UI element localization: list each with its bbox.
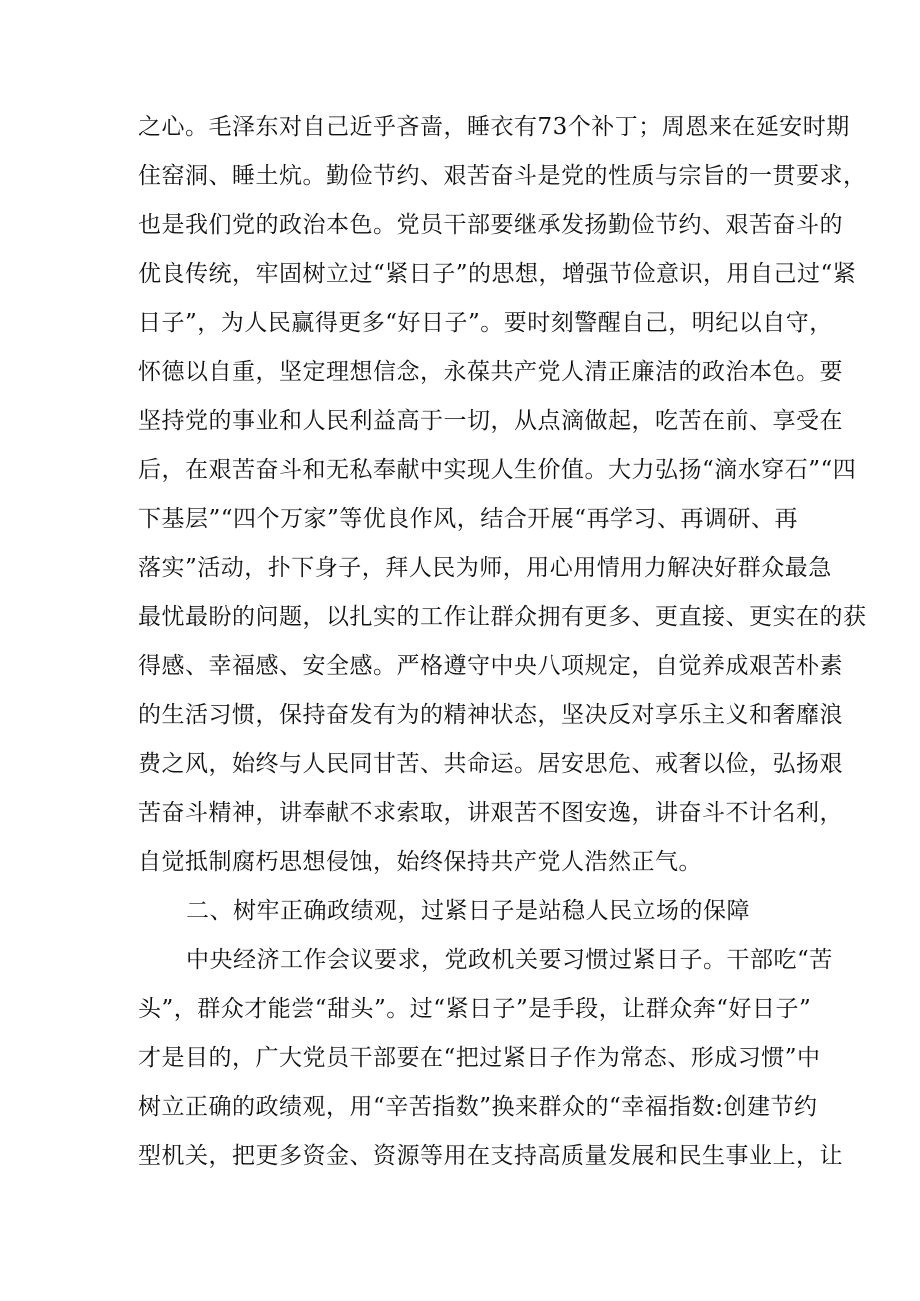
text-line: 落实”活动，扑下身子，拜人民为师，用心用情用力解决好群众最急	[138, 555, 832, 581]
text-line: 费之风，始终与人民同甘苦、共命运。居安思危、戒奢以俭，弘扬艰	[138, 751, 843, 777]
text-line: 后，在艰苦奋斗和无私奉献中实现人生价值。大力弘扬“滴水穿石”“四	[138, 457, 857, 483]
text-line: 日子”，为人民赢得更多“好日子”。要时刻警醒自己，明纪以自守，	[138, 310, 833, 336]
section-heading: 二、树牢正确政绩观，过紧日子是站稳人民立场的保障	[186, 898, 750, 924]
text-line: 坚持党的事业和人民利益高于一切，从点滴做起，吃苦在前、享受在	[138, 408, 843, 434]
text-line: 住窑洞、睡土炕。勤俭节约、艰苦奋斗是党的性质与宗旨的一贯要求，	[138, 163, 867, 189]
text-line: 得感、幸福感、安全感。严格遵守中央八项规定，自觉养成艰苦朴素	[138, 653, 843, 679]
text-line: 头”，群众才能尝“甜头”。过“紧日子”是手段，让群众奔“好日子”	[138, 996, 812, 1022]
text-line: 之心。毛泽东对自己近乎吝啬，睡衣有73个补丁；周恩来在延安时期	[138, 114, 850, 140]
text-line: 才是目的，广大党员干部要在“把过紧日子作为常态、形成习惯”中	[138, 1045, 821, 1071]
text-line: 树立正确的政绩观，用“辛苦指数”换来群众的“幸福指数:创建节约	[138, 1094, 818, 1120]
text-line: 的生活习惯，保持奋发有为的精神状态，坚决反对享乐主义和奢靡浪	[138, 702, 843, 728]
text-line: 中央经济工作会议要求，党政机关要习惯过紧日子。干部吃“苦	[186, 947, 833, 973]
text-line: 自觉抵制腐朽思想侵蚀，始终保持共产党人浩然正气。	[138, 849, 702, 875]
text-line: 也是我们党的政治本色。党员干部要继承发扬勤俭节约、艰苦奋斗的	[138, 212, 843, 238]
text-line: 优良传统，牢固树立过“紧日子”的思想，增强节俭意识，用自己过“紧	[138, 261, 857, 287]
text-line: 最忧最盼的问题，以扎实的工作让群众拥有更多、更直接、更实在的获	[138, 604, 867, 630]
text-line: 怀德以自重，坚定理想信念，永葆共产党人清正廉洁的政治本色。要	[138, 359, 843, 385]
text-line: 下基层”“四个万家”等优良作风，结合开展“再学习、再调研、再	[138, 506, 799, 532]
text-line: 苦奋斗精神，讲奉献不求索取，讲艰苦不图安逸，讲奋斗不计名利，	[138, 800, 843, 826]
text-line: 型机关，把更多资金、资源等用在支持高质量发展和民生事业上，让	[138, 1143, 843, 1169]
